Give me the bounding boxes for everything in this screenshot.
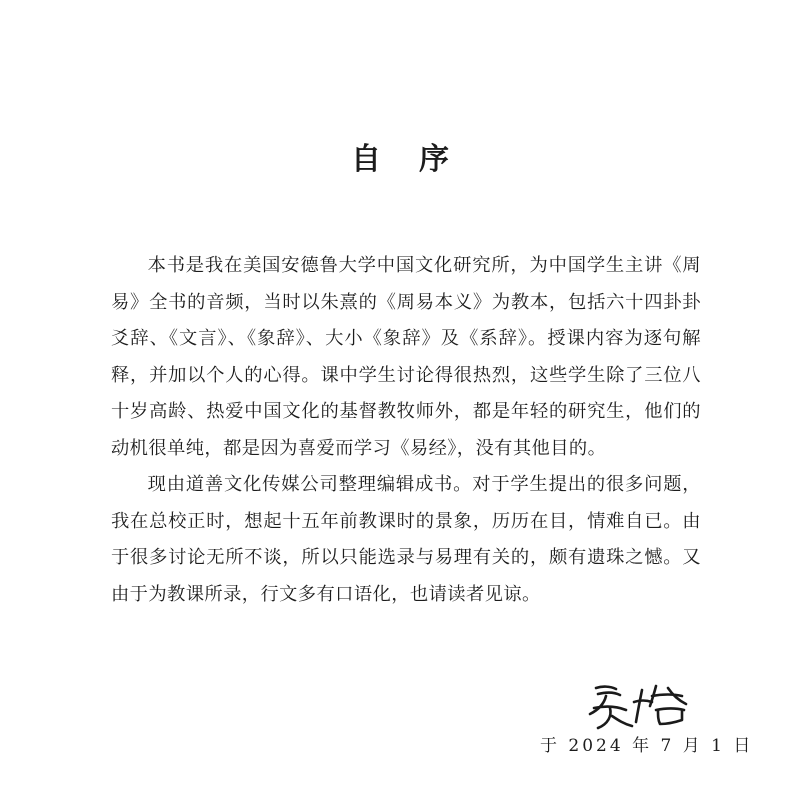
handwritten-signature <box>576 680 696 732</box>
page-title: 自序 <box>351 142 487 177</box>
paragraph-1: 本书是我在美国安德鲁大学中国文化研究所，为中国学生主讲《周易》全书的音频，当时以朱熹的《周易本义》为教本，包括六十四卦卦爻辞、《文言》、《象辞》、大小《象辞》及《系辞》。授课内容为逐句解释，并加以个人的心得。课中学生讨论得很热烈，这些学生除了三位八十岁高龄、热爱中国文化的基督教牧师外，都是年轻的研究生，他们的动机很单纯，都是因为喜爱而学习《易经》，没有其他目的。 <box>111 255 701 459</box>
paragraph-2: 现由道善文化传媒公司整理编辑成书。对于学生提出的很多问题，我在总校正时，想起十五年前教课时的景象，历历在目，情难自已。由于很多讨论无所不谈，所以只能选录与易理有关的，颇有遗珠之憾。又由于为教课所录，行文多有口语化，也请读者见谅。 <box>111 474 701 605</box>
signature-date: 于 2024 年 7 月 1 日 <box>540 736 754 756</box>
signature-drawing <box>576 680 696 732</box>
preface-body <box>111 248 701 613</box>
